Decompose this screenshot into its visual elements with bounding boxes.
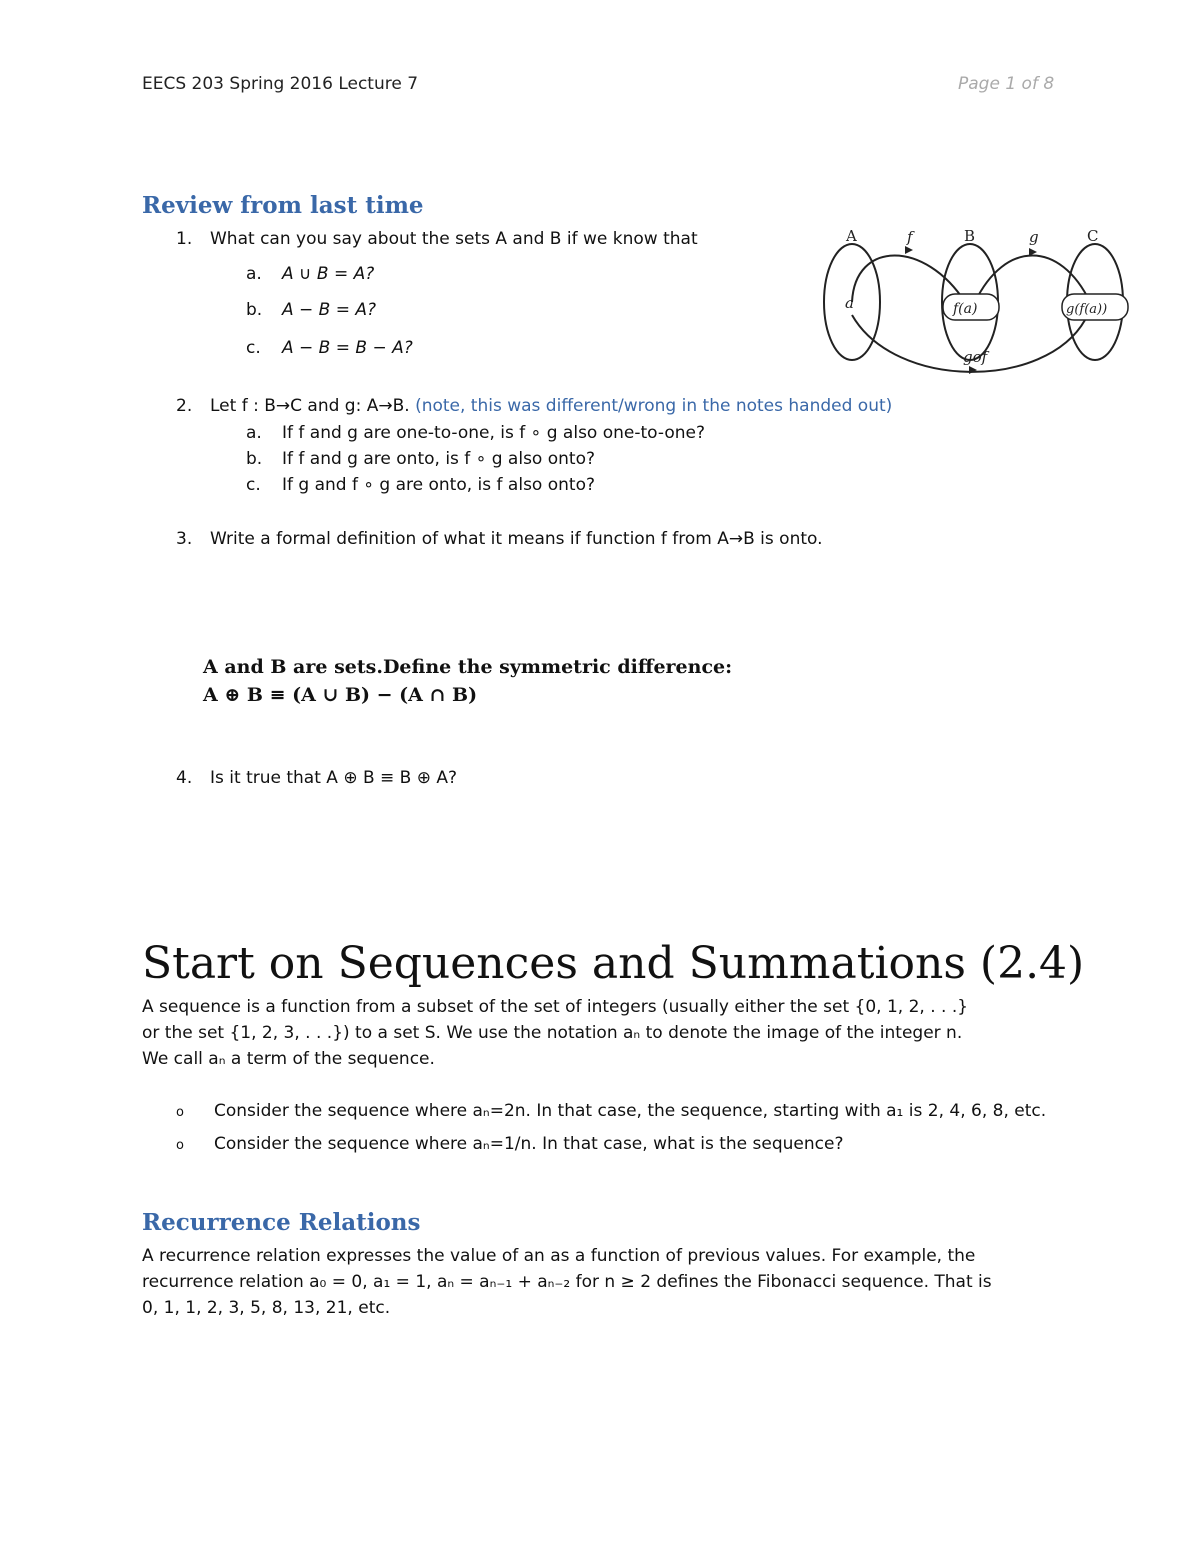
- question-2c: [246, 475, 595, 495]
- sequences-heading: Start on Sequences and Summations (2.4): [142, 938, 1085, 989]
- question-2a: [246, 423, 705, 443]
- sequences-para-line: A sequence is a function from a subset of the set of integers (usually either the set {0, 1, 2, . . .}: [142, 997, 969, 1017]
- recurrence-para-line: recurrence relation a₀ = 0, a₁ = 1, aₙ = aₙ₋₁ + aₙ₋₂ for n ≥ 2 defines the Fibonacci sequence. That is: [142, 1272, 992, 1292]
- element-gfa-label: g(f(a)): [1066, 302, 1108, 317]
- review-heading: Review from last time: [142, 192, 424, 219]
- set-b-label: B: [964, 227, 976, 245]
- question-1c-label: c.: [246, 338, 261, 358]
- element-a-label: a: [845, 294, 854, 312]
- set-c-label: C: [1087, 227, 1099, 245]
- question-2c-text: If g and f ∘ g are onto, is f also onto?: [282, 475, 595, 495]
- question-1a: [246, 264, 374, 284]
- function-composition-diagram: [815, 220, 1130, 390]
- recurrence-para-line: A recurrence relation expresses the value of an as a function of previous values. For example, the: [142, 1246, 976, 1266]
- sequences-para-line: We call aₙ a term of the sequence.: [142, 1049, 435, 1069]
- page-number: Page 1 of 8: [958, 74, 1055, 94]
- question-1-text: What can you say about the sets A and B if we know that: [210, 229, 698, 249]
- g-label: g: [1029, 228, 1039, 246]
- question-1: [176, 229, 698, 249]
- symmetric-difference-formula: A ⊕ B ≡ (A ∪ B) − (A ∩ B): [203, 684, 478, 706]
- document-header-title: EECS 203 Spring 2016 Lecture 7: [142, 74, 419, 94]
- question-1b: [246, 300, 376, 320]
- symmetric-difference-definition: A and B are sets.Define the symmetric difference:: [203, 656, 733, 678]
- question-2b-text: If f and g are onto, is f ∘ g also onto?: [282, 449, 595, 469]
- question-2-text: Let f : B→C and g: A→B.: [210, 396, 410, 416]
- gof-label: gof: [963, 348, 988, 366]
- bullet-marker: o: [176, 1105, 184, 1120]
- question-2-note: (note, this was different/wrong in the notes handed out): [415, 396, 893, 416]
- question-2: [176, 396, 892, 416]
- question-3: [176, 529, 823, 549]
- recurrence-heading: Recurrence Relations: [142, 1209, 421, 1236]
- question-4: [176, 768, 457, 788]
- f-label: f: [907, 228, 913, 246]
- question-3-number: 3.: [176, 529, 193, 549]
- sequences-para-line: or the set {1, 2, 3, . . .}) to a set S. We use the notation aₙ to denote the image of the integer n.: [142, 1023, 963, 1043]
- question-1b-text: A − B = A?: [282, 300, 377, 320]
- question-1a-label: a.: [246, 264, 262, 284]
- bullet-marker: o: [176, 1138, 184, 1153]
- bullet-text: Consider the sequence where aₙ=2n. In that case, the sequence, starting with a₁ is 2, 4, 6, 8, etc.: [214, 1101, 1047, 1121]
- set-a-label: A: [846, 227, 857, 245]
- question-3-text: Write a formal definition of what it means if function f from A→B is onto.: [210, 529, 823, 549]
- sequence-bullet: [176, 1134, 843, 1154]
- question-2b: [246, 449, 595, 469]
- question-1b-label: b.: [246, 300, 263, 320]
- question-2a-label: a.: [246, 423, 262, 443]
- question-1c: [246, 338, 413, 358]
- question-2b-label: b.: [246, 449, 263, 469]
- question-1c-text: A − B = B − A?: [282, 338, 413, 358]
- f-arrowhead: [905, 246, 913, 254]
- sequence-bullet: [176, 1101, 1046, 1121]
- question-1-number: 1.: [176, 229, 193, 249]
- f-arrow: [852, 256, 965, 303]
- bullet-text: Consider the sequence where aₙ=1/n. In that case, what is the sequence?: [214, 1134, 844, 1154]
- element-fa-label: f(a): [953, 301, 978, 317]
- question-2c-label: c.: [246, 475, 261, 495]
- recurrence-para-line: 0, 1, 1, 2, 3, 5, 8, 13, 21, etc.: [142, 1298, 391, 1318]
- question-2a-text: If f and g are one-to-one, is f ∘ g also one-to-one?: [282, 423, 705, 443]
- question-1a-text: A ∪ B = A?: [282, 264, 375, 284]
- question-2-number: 2.: [176, 396, 193, 416]
- question-4-text: Is it true that A ⊕ B ≡ B ⊕ A?: [210, 768, 458, 788]
- question-4-number: 4.: [176, 768, 193, 788]
